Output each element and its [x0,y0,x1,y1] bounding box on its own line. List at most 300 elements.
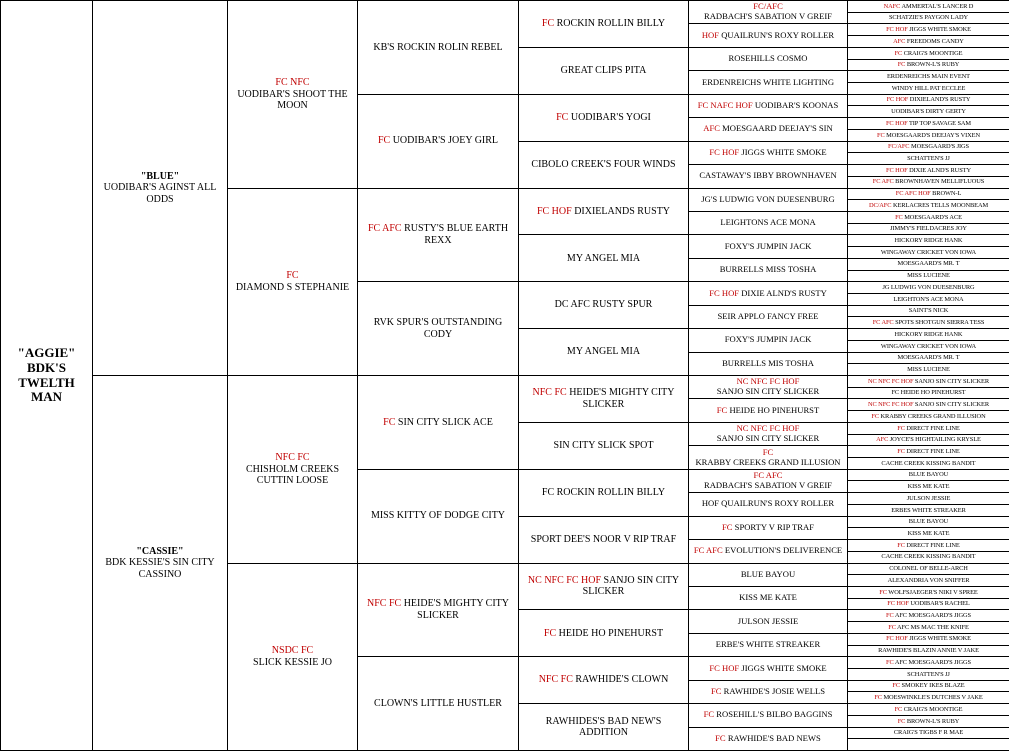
pedigree-entry [557,65,651,77]
pedigree-cell-gen5 [688,656,848,680]
dog-titles: NC NFC FC HOF [737,376,800,386]
dog-name: SIN CITY SLICK SPOT [554,440,654,451]
pedigree-entry [697,171,838,181]
dog-name: WINDY HILL PAT ECCLEE [892,85,966,92]
dog-name: DIXIE ALND'S RUSTY [909,167,971,174]
pedigree-cell-gen5 [688,23,848,47]
dog-name: FOXY'S JUMPIN JACK [725,334,812,344]
dog-name: BROWN-L'S RUBY [907,718,959,725]
pedigree-entry [890,682,966,689]
dog-name: UODIBAR'S JOEY GIRL [393,135,498,146]
dog-name: SMOKEY IKES BLAZE [902,682,965,689]
dog-titles: NFC FC [275,452,309,463]
dog-name: UODIBAR'S AGINST ALL ODDS [97,182,223,205]
dog-titles: FC HOF [886,635,908,642]
pedigree-entry [367,510,509,522]
dog-name: MOESGAARD DEEJAY'S SIN [722,123,833,133]
pedigree-entry [905,366,952,373]
pedigree-entry [535,674,673,686]
dog-name: HICKORY RIDGE HANK [895,237,963,244]
dog-titles: FC AFC [694,545,723,555]
pedigree-cell-gen4 [518,703,689,751]
dog-name: JIGGS WHITE SMOKE [909,26,971,33]
pedigree-entry [358,317,518,340]
pedigree-entry [895,260,961,267]
pedigree-entry [702,710,835,720]
dog-titles: FC [704,709,715,719]
dog-titles: FC [286,270,298,281]
dog-titles: FC [895,214,903,221]
pedigree-entry [884,120,973,127]
dog-titles: FC HOF [887,96,909,103]
dog-name: RAWHIDES'S BAD NEW'S ADDITION [546,716,662,739]
pedigree-cell-gen5 [688,164,848,188]
dog-titles: NFC FC [533,387,567,398]
pedigree-cell-gen5 [688,633,848,657]
pedigree-entry [716,312,821,322]
pedigree-entry [866,401,991,408]
pedigree-entry [885,96,973,103]
pedigree-entry [907,307,951,314]
dog-name: WINGAWAY CRICKET VON IOWA [881,249,976,256]
dog-titles: FC [383,417,395,428]
pedigree-cell-gen4 [518,656,689,704]
dog-titles: FC HOF [886,120,908,127]
dog-name: LEIGHTONS ACE MONA [720,217,815,227]
pedigree-cell-gen5 [688,141,848,165]
dog-name: TIP TOP SAVAGE SAM [909,120,971,127]
dog-titles: NC NFC FC HOF [868,378,913,385]
dog-name: KRABBY CREEKS GRAND ILLUSION [881,413,986,420]
pedigree-cell-gen5 [688,398,848,422]
pedigree-cell-gen4 [518,234,689,282]
dog-name: MOESGAARD'S ACE [904,214,962,221]
dog-titles: FC [898,718,906,725]
pedigree-entry [879,460,977,467]
dog-titles: FC HOF [709,147,739,157]
pedigree-entry [228,77,357,112]
pedigree-entry [905,155,952,162]
pedigree-cell-gen4 [518,0,689,48]
pedigree-cell-gen3 [357,469,519,564]
pedigree-entry [884,635,973,642]
dog-name: COLONEL OF BELLE-ARCH [889,565,968,572]
dog-titles: NC NFC FC HOF [868,401,913,408]
pedigree-entry [700,31,836,41]
pedigree-entry [552,112,655,124]
pedigree-entry [887,565,970,572]
dog-name: WOLFSJAEGER'S NIKI V SPREE [888,589,977,596]
pedigree-entry [884,167,973,174]
dog-name: JIGGS WHITE SMOKE [741,663,826,673]
pedigree-entry [889,507,968,514]
dog-titles: FC [879,589,887,596]
dog-name: AMMERTAL'S LANCER D [901,3,973,10]
pedigree-entry [866,378,991,385]
dog-titles: FC [895,706,903,713]
dog-titles: FC AFC [754,470,783,480]
pedigree-cell-gen5 [688,680,848,704]
pedigree-entry [689,471,847,491]
dog-name: DIRECT FINE LINE [906,425,959,432]
pedigree-entry [907,518,950,525]
dog-name: RADBACH'S SABATION V GREIF [704,480,832,490]
pedigree-entry [249,645,336,668]
dog-name: FC HEIDE HO PINEHURST [891,389,965,396]
dog-name: UODIBAR'S RACHEL [910,600,969,607]
pedigree-cell-gen5 [688,469,848,493]
dog-name: SEIR APPLO FANCY FREE [718,311,819,321]
pedigree-cell-gen4 [518,94,689,142]
pedigree-cell-gen4 [518,328,689,376]
pedigree-entry [905,671,952,678]
pedigree-entry [880,284,976,291]
pedigree-entry [551,299,657,311]
dog-titles: FC/AFC [888,143,909,150]
pedigree-entry [714,640,823,650]
dog-name: KISS ME KATE [908,530,950,537]
pedigree-entry [891,38,966,45]
pedigree-cell-gen3 [357,0,519,95]
pedigree-entry [699,195,836,205]
dog-name: JULSON JESSIE [907,495,951,502]
dog-titles: AFC [876,436,888,443]
dog-name: DIXIE ALND'S RUSTY [741,288,827,298]
pedigree-cell-gen1 [92,0,228,376]
dog-titles: FC [378,135,390,146]
pedigree-entry [890,85,968,92]
pedigree-entry [718,218,817,228]
dog-name: AFC MOESGAARD'S JIGGS [895,612,971,619]
pedigree-entry [876,647,981,654]
pedigree-entry [93,171,227,206]
pedigree-entry [884,26,973,33]
pedigree-entry [737,593,799,603]
pedigree-cell-gen5 [688,445,848,469]
dog-titles: FC [877,132,885,139]
pedigree-cell-gen5 [688,516,848,540]
pedigree-entry [713,734,823,744]
dog-name: ROCKIN ROLLIN BILLY [557,18,665,29]
pedigree-cell-gen4 [518,375,689,423]
dog-name: MOESGAARD'S MR. T [897,260,959,267]
dog-titles: FC HOF [709,663,739,673]
pedigree-entry [871,178,987,185]
pedigree-cell-gen5 [688,586,848,610]
pedigree-entry [895,542,961,549]
pedigree-entry [228,452,357,487]
dog-name: MOESGAARD'S JIGS [911,143,969,150]
pedigree-entry [93,546,227,581]
pedigree-cell-gen5 [688,234,848,258]
dog-name: JG LUDWIG VON DUESENBURG [882,284,974,291]
dog-titles: DC/AFC [869,202,892,209]
dog-name: UODIBAR'S SHOOT THE MOON [237,89,347,112]
pedigree-entry [689,424,847,444]
pedigree-entry [905,272,952,279]
pedigree-entry [519,716,688,739]
dog-name: AFC MOESGAARD'S JIGGS [895,659,971,666]
dog-name: HEIDE HO PINEHURST [729,405,819,415]
dog-name: SANJO SIN CITY SLICKER [915,378,989,385]
pedigree-entry [905,495,953,502]
dog-titles: FC [897,542,905,549]
dog-name: SAINT'S NICK [909,307,949,314]
dog-titles: FC HOF [887,600,909,607]
dog-name: UODIBAR'S DIRTY GERTY [891,108,966,115]
dog-name: KISS ME KATE [739,592,797,602]
dog-name: SPORT DEE'S NOOR V RIP TRAF [531,534,676,545]
dog-name: CLOWN'S LITTLE HUSTLER [374,698,502,709]
pedigree-entry [869,413,987,420]
dog-titles: NSDC FC [272,645,313,656]
pedigree-entry [519,575,688,598]
pedigree-entry [533,206,674,218]
pedigree-entry [538,18,669,30]
dog-name: FOXY'S JUMPIN JACK [725,241,812,251]
pedigree-cell-gen2 [227,375,358,564]
pedigree-entry [906,483,952,490]
dog-titles: FC [722,522,733,532]
dog-name: SANJO SIN CITY SLICKER [717,433,820,443]
dog-name: SPORTY V RIP TRAF [735,522,814,532]
dog-name: BROWN-L'S RUBY [907,61,959,68]
dog-name: CASTAWAY'S IBBY BROWNHAVEN [699,170,836,180]
pedigree-cell-gen5 [688,117,848,141]
dog-titles: FC HOF [886,167,908,174]
dog-name: FC ROCKIN ROLLIN BILLY [542,487,665,498]
pedigree-entry [715,406,821,416]
pedigree-entry [707,289,829,299]
dog-name: KISS ME KATE [908,483,950,490]
pedigree-entry [888,225,969,232]
pedigree-cell-gen4 [518,188,689,236]
dog-name: SANJO SIN CITY SLICKER [915,401,989,408]
pedigree-entry [707,664,828,674]
pedigree-entry [879,249,978,256]
dog-titles: FC AFC [873,319,894,326]
pedigree-entry [540,628,667,640]
dog-name: SCHATTEN'S JJ [907,155,950,162]
pedigree-entry [718,265,819,275]
dog-nickname: "CASSIE" [97,546,223,558]
pedigree-entry [701,124,834,134]
pedigree-cell-gen5 [688,94,848,118]
pedigree-entry [889,389,967,396]
pedigree-entry [689,377,847,397]
dog-name: MOESGAARD'S DEEJAY'S VIXEN [886,132,980,139]
pedigree-cell-gen5 [688,422,848,446]
pedigree-entry [358,598,518,621]
dog-name: HEIDE HO PINEHURST [559,628,663,639]
dog-titles: NAFC [884,3,901,10]
pedigree-entry [893,331,965,338]
dog-name: SIN CITY SLICK ACE [398,417,493,428]
pedigree-cell-gen3 [357,563,519,658]
dog-titles: FC [763,447,774,457]
pedigree-cell-gen1 [92,375,228,751]
dog-titles: FC NAFC HOF [698,100,753,110]
pedigree-entry [893,237,965,244]
dog-name: KB'S ROCKIN ROLIN REBEL [373,42,502,53]
dog-name: ERDENREICHS MAIN EVENT [887,73,970,80]
dog-name: JIMMY'S FIELDACRES JOY [890,225,967,232]
pedigree-cell-gen5 [688,539,848,563]
dog-titles: FC [711,686,722,696]
pedigree-cell-gen2 [227,563,358,751]
dog-titles: FC [897,448,905,455]
dog-name: JOYCE'S HIGHTAILING KRYSLE [890,436,981,443]
dog-name: MY ANGEL MIA [567,346,640,357]
dog-name: DIXIELAND'S RUSTY [910,96,971,103]
dog-titles: FC HOF [886,26,908,33]
pedigree-entry [885,600,972,607]
pedigree-cell-gen3 [357,94,519,189]
pedigree-cell-gen5 [688,492,848,516]
dog-name: LEIGHTON'S ACE MONA [893,296,963,303]
dog-titles: HOF [702,30,719,40]
pedigree-cell-gen3 [357,375,519,470]
dog-name: ERBES WHITE STREAKER [891,507,966,514]
pedigree-entry [538,487,669,499]
pedigree-entry [550,440,658,452]
dog-name: RAWHIDE'S CLOWN [575,674,668,685]
pedigree-cell-gen5 [688,375,848,399]
dog-name: ERDENREICHS WHITE LIGHTING [702,77,834,87]
pedigree-cell-gen5 [688,70,848,94]
pedigree-entry [886,143,971,150]
pedigree-cell-gen4 [518,563,689,611]
dog-name: CRAIG'S TIGBS F R MAE [894,729,963,736]
dog-name: RAWHIDE'S JOSIE WELLS [724,686,825,696]
pedigree-entry [894,190,964,197]
pedigree-entry [889,108,968,115]
dog-name: JULSON JESSIE [738,616,798,626]
pedigree-entry [232,270,353,293]
dog-titles: NFC FC [367,598,401,609]
dog-name: ERBE'S WHITE STREAKER [716,639,821,649]
dog-name: ALEXANDRIA VON SNIFFER [888,577,970,584]
dog-titles: FC [888,624,896,631]
dog-titles: FC AFC HOF [896,190,931,197]
pedigree-entry [723,335,814,345]
dog-name: BROWNHAVEN MELLIFLUOUS [895,178,984,185]
dog-name: EVOLUTION'S DELIVERENCE [725,545,842,555]
pedigree-cell-gen2 [227,0,358,189]
pedigree-entry [879,553,977,560]
pedigree-entry [689,448,847,468]
pedigree-entry [884,612,973,619]
dog-titles: FC [544,628,556,639]
dog-name: JIGGS WHITE SMOKE [909,635,971,642]
pedigree-cell-gen3 [357,188,519,283]
pedigree-cell-gen5 [688,0,848,24]
pedigree-cell-gen2 [227,188,358,377]
pedigree-cell-gen0 [0,0,93,751]
pedigree-entry [707,148,828,158]
pedigree-cell-gen5 [688,47,848,71]
dog-titles: FC [871,413,879,420]
pedigree-entry [358,223,518,246]
pedigree-cell-gen5 [688,305,848,329]
pedigree-entry [872,694,984,701]
dog-name: BURRELLS MIS TOSHA [722,358,814,368]
dog-name: SANJO SIN CITY SLICKER [717,386,820,396]
dog-name: KRABBY CREEKS GRAND ILLUSION [695,457,840,467]
dog-name: UODIBAR'S KOONAS [755,100,838,110]
dog-name: SCHATZIE'S PAYGON LADY [889,14,968,21]
pedigree-entry [896,718,962,725]
dog-name: ROSEHILLS COSMO [728,53,807,63]
pedigree-entry [895,354,961,361]
pedigree-cell-gen5 [688,211,848,235]
pedigree-entry [871,319,987,326]
dog-name: RVK SPUR'S OUTSTANDING CODY [374,317,503,340]
pedigree-entry [895,448,961,455]
pedigree-entry [874,436,983,443]
dog-name: BLUE BAYOU [741,569,795,579]
dog-titles: FC [895,50,903,57]
dog-name: RUSTY'S BLUE EARTH REXX [404,223,508,246]
dog-nickname: "BLUE" [97,171,223,183]
dog-name: MISS KITTY OF DODGE CITY [371,510,505,521]
dog-name: HOF QUAILRUN'S ROXY ROLLER [702,498,834,508]
dog-name: DIRECT FINE LINE [906,448,959,455]
dog-titles: FC [717,405,728,415]
dog-name: CHISHOLM CREEKS CUTTIN LOOSE [246,464,339,487]
pedigree-entry [720,523,816,533]
pedigree-entry [692,546,844,556]
dog-titles: FC AFC [368,223,402,234]
pedigree-cell-gen4 [518,609,689,657]
pedigree-cell-gen5 [688,703,848,727]
dog-titles: FC [556,112,568,123]
pedigree-cell-gen5 [688,258,848,282]
pedigree-entry [563,346,644,358]
pedigree-entry [882,3,976,10]
dog-name: BURRELLS MISS TOSHA [720,264,817,274]
dog-titles: FC NFC [275,77,309,88]
pedigree-cell-gen3 [357,281,519,376]
pedigree-cell-gen5 [688,352,848,376]
pedigree-entry [886,577,972,584]
pedigree-entry [369,42,506,54]
dog-titles: FC [897,425,905,432]
dog-titles: NC NFC FC HOF [528,575,601,586]
pedigree-entry [884,659,973,666]
pedigree-entry [720,359,816,369]
pedigree-entry [877,589,979,596]
pedigree-cell-gen5 [688,609,848,633]
dog-name: RADBACH'S SABATION V GREIF [704,11,832,21]
pedigree-entry [875,132,982,139]
pedigree-entry [527,534,680,546]
pedigree-entry [689,2,847,22]
dog-name: HEIDE'S MIGHTY CITY SLICKER [404,598,509,621]
dog-titles: FC HOF [537,206,572,217]
dog-titles: NFC FC [539,674,573,685]
pedigree-entry [1,346,92,406]
pedigree-entry [879,343,978,350]
dog-name: DIAMOND S STEPHANIE [236,282,349,293]
dog-name: CRAIG'S MOONTIGE [904,706,963,713]
dog-titles: NC NFC FC HOF [737,423,800,433]
dog-name: BROWN-L [932,190,961,197]
dog-name: WINGAWAY CRICKET VON IOWA [881,343,976,350]
dog-name: HICKORY RIDGE HANK [895,331,963,338]
dog-titles: AFC [703,123,720,133]
pedigree-cell-gen5 [688,328,848,352]
